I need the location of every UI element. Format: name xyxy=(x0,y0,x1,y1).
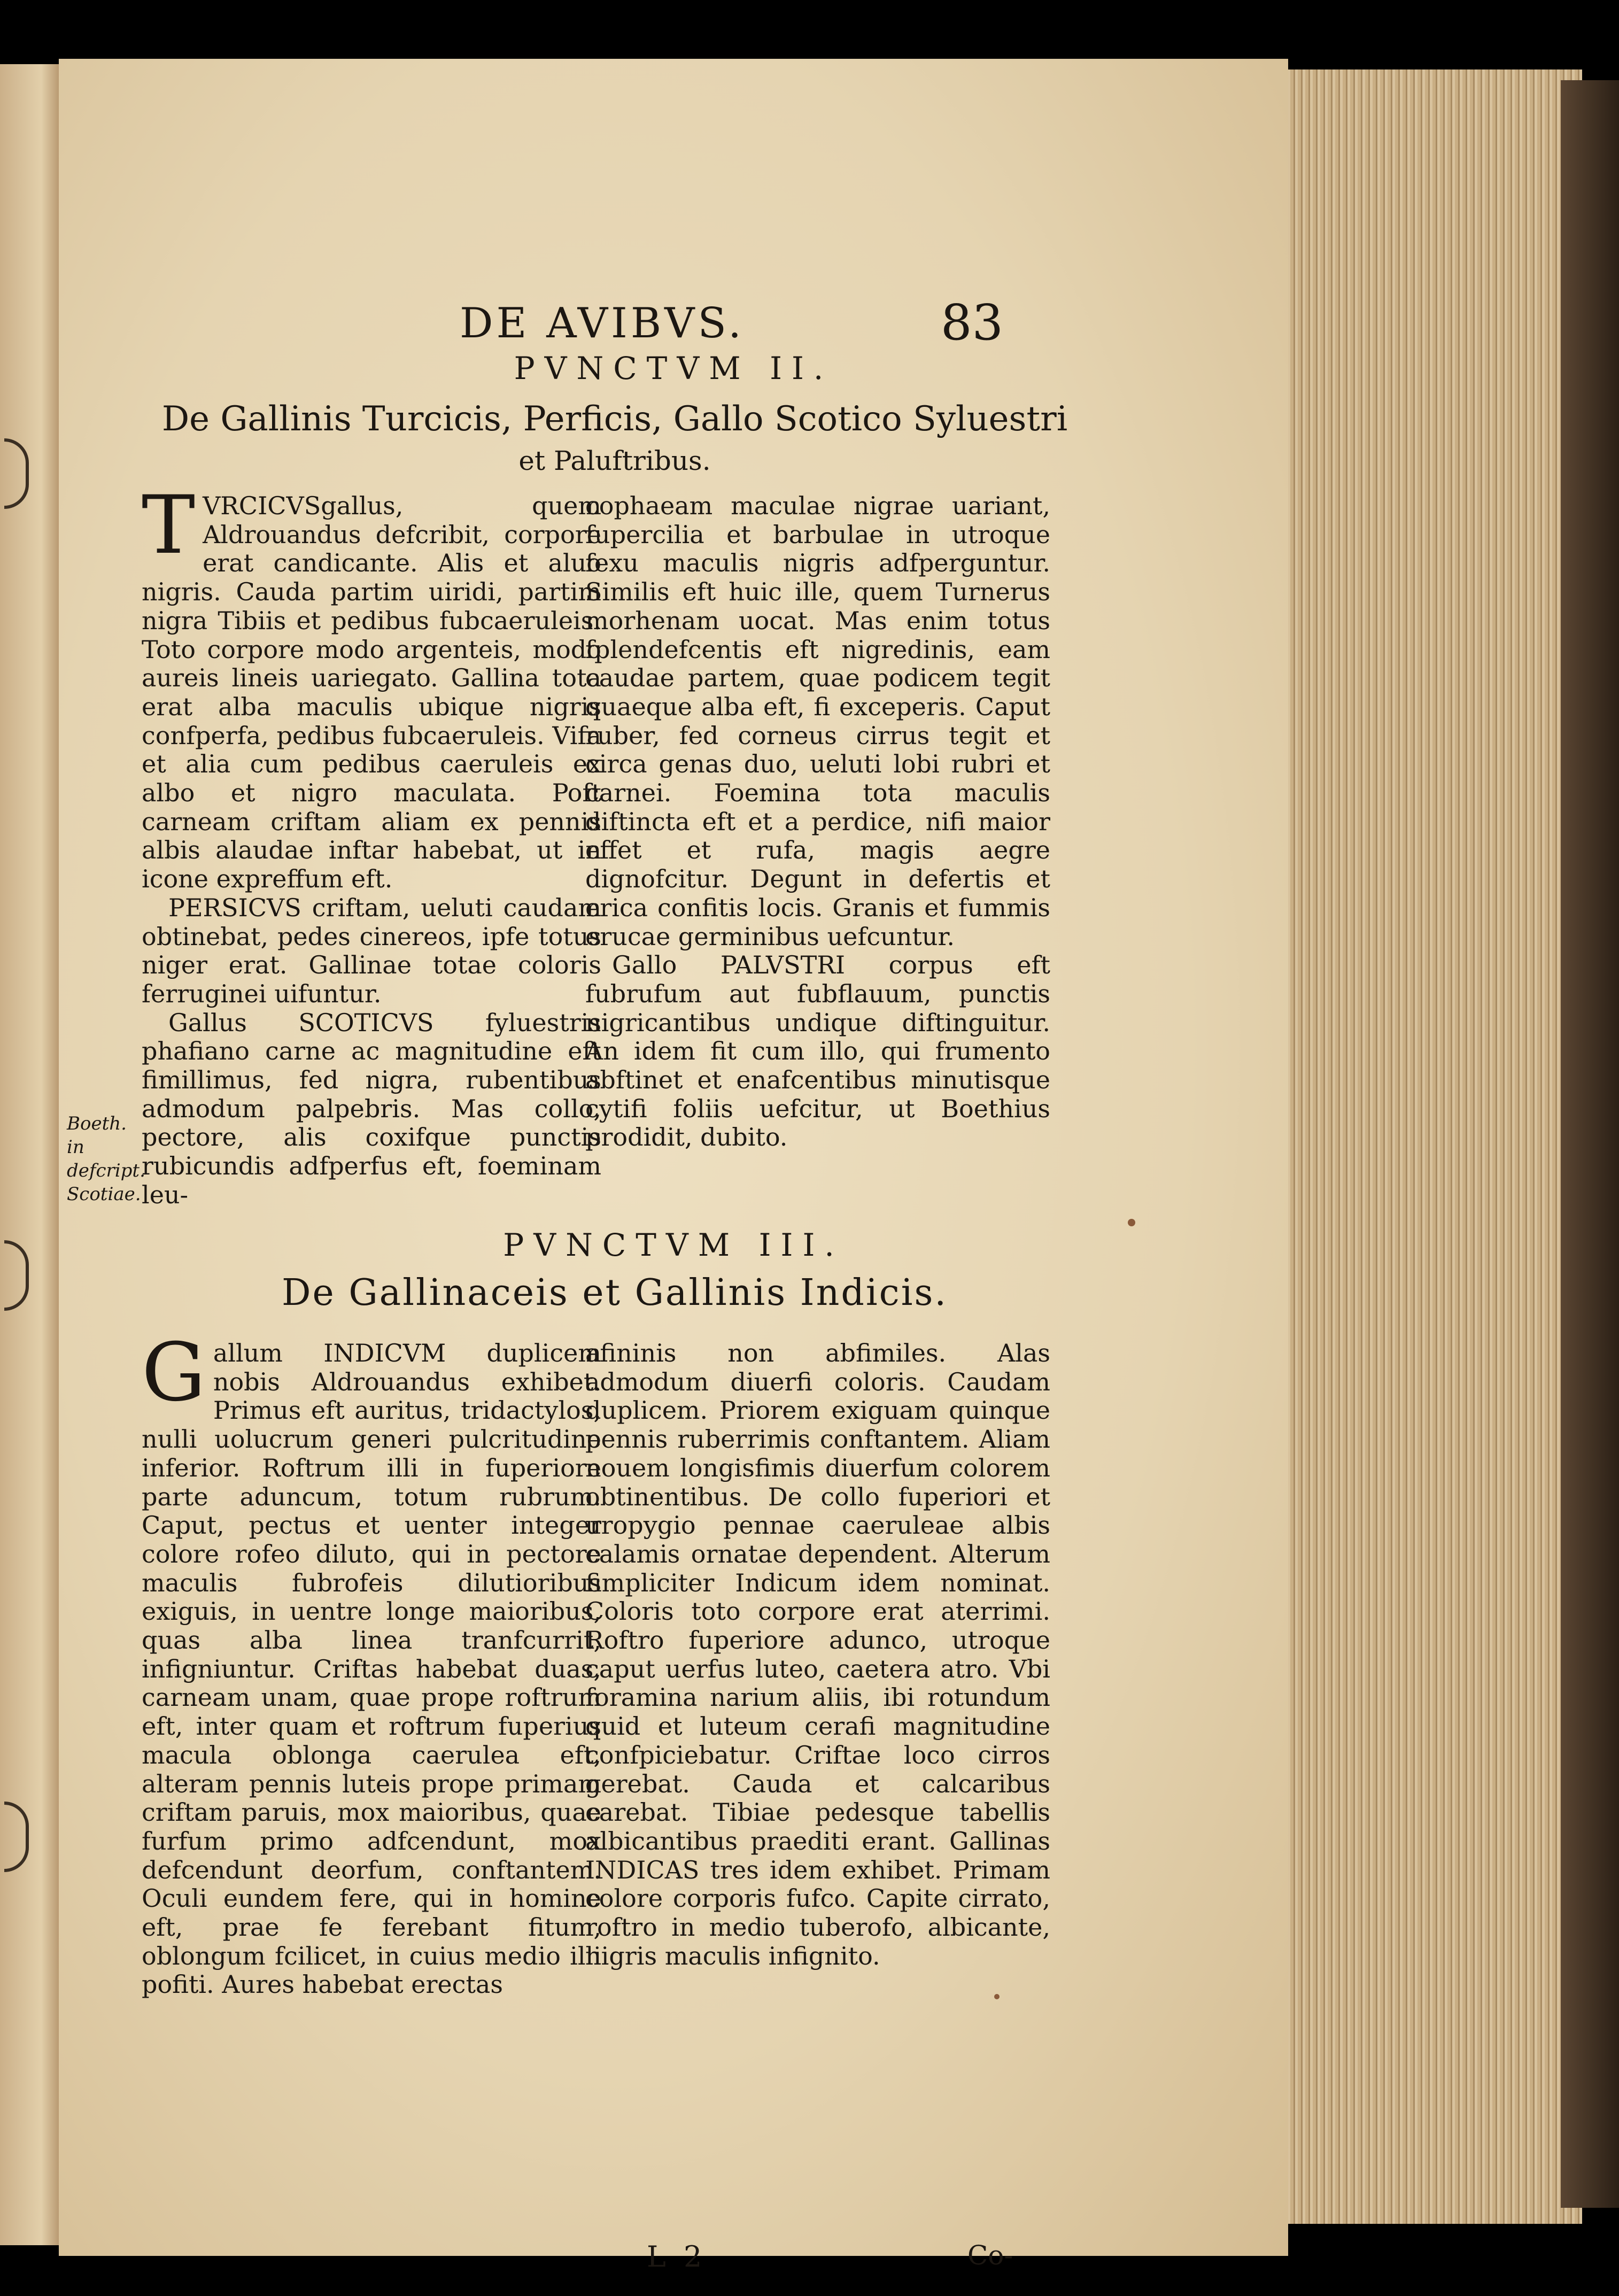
right-column xyxy=(585,1339,1050,1970)
paragraph: Gallo PALVSTRI corpus eft fubrufum aut fubflauum, punctis nigricantibus undique diftinguitur. An idem fit cum illo, qui frumento abftinet et enafcentibus minutisque cytifi foliis uefcitur, ut Boethius prodidit, dubito. xyxy=(585,950,1050,1152)
drop-cap: G xyxy=(142,1326,206,1419)
section-title: PVNCTVM III. xyxy=(503,1227,844,1263)
paragraph: PERSICVS criftam, ueluti caudam obtinebat, pedes cinereos, ipfe totus niger erat. Gallinae totae coloris ferruginei uifuntur. xyxy=(142,893,601,1008)
paragraph-text: VRCICVSgallus, quem Aldrouandus defcribit, corpore erat candicante. Alis et aluo nigris. Cauda partim uiridi, partim nigra Tibiis et pedibus fubcaeruleis. Toto corpore modo argenteis, modo aureis lineis uariegato. Gallina tota erat alba maculis ubique nigris confperfa, pedibus fubcaeruleis. Vifa et alia cum pedibus caeruleis ex albo et nigro maculata. Poft carneam criftam aliam ex pennis albis alaudae inftar habebat, ut in icone expreffum eft. xyxy=(142,491,601,894)
paragraph xyxy=(142,479,601,894)
section-title: PVNCTVM II. xyxy=(514,350,833,386)
section-subtitle xyxy=(128,398,1101,482)
adjacent-page-edge xyxy=(0,64,59,2245)
page-header xyxy=(59,289,1288,353)
section-subtitle: De Gallinaceis et Gallinis Indicis. xyxy=(281,1272,948,1314)
subtitle-line: et Paluftribus. xyxy=(518,445,711,476)
illustration-fragment xyxy=(4,1240,29,1311)
right-column xyxy=(585,492,1050,1152)
foxing-spot xyxy=(994,1994,1000,1999)
book-spine xyxy=(1561,80,1619,2208)
running-title: DE AVIBVS. xyxy=(460,299,745,347)
book-page xyxy=(59,59,1288,2274)
left-column xyxy=(142,479,601,1210)
foxing-spot xyxy=(1128,1219,1135,1226)
subtitle-line: De Gallinis Turcicis, Perficis, Gallo Scotico Syluestri xyxy=(161,399,1068,439)
paragraph: cophaeam maculae nigrae uariant, fupercilia et barbulae in utroque fexu maculis nigris adfperguntur. Similis eft huic ille, quem Turnerus morhenam uocat. Mas enim totus fplendefcentis eft nigredinis, eam caudae partem, quae podicem tegit quaeque alba eft, fi exceperis. Caput ruber, fed corneus cirrus tegit et circa genas duo, ueluti lobi rubri et carnei. Foemina tota maculis diftincta eft et a perdice, nifi maior effet et rufa, magis aegre dignofcitur. Degunt in defertis et erica confitis locis. Granis et fummis erucae germinibus uefcuntur. xyxy=(585,491,1050,951)
paragraph xyxy=(142,1326,601,1999)
left-column xyxy=(142,1326,601,1999)
paragraph: afininis non abfimiles. Alas admodum diuerfi coloris. Caudam duplicem. Priorem exiguam quinque pennis ruberrimis conftantem. Aliam nouem longisfimis diuerfum colorem obtinentibus. De collo fuperiori et uropygio pennae caeruleae albis calamis ornatae dependent. Alterum fimpliciter Indicum idem nominat. Coloris toto corpore erat aterrimi. Roftro fuperiore adunco, utroque caput uerfus luteo, caetera atro. Vbi foramina narium aliis, ibi rotundum quid et luteum cerafi magnitudine confpiciebatur. Criftae loco cirros gerebat. Cauda et calcaribus carebat. Tibiae pedesque tabellis albicantibus praediti erant. Gallinas INDICAS tres idem exhibet. Primam colore corporis fufco. Capite cirrato, roftro in medio tuberofo, albicante, nigris maculis infignito. xyxy=(585,1339,1050,1970)
drop-cap: T xyxy=(142,479,196,572)
paragraph: Gallus SCOTICVS fyluestris phafiano carne ac magnitudine eft fimillimus, fed nigra, rubentibus admodum palpebris. Mas collo, pectore, alis coxifque punctis rubicundis adfperfus eft, foeminam leu- xyxy=(142,1008,601,1209)
marginal-note: Boeth. in defcript. Scotiae. xyxy=(67,1113,145,1205)
illustration-fragment xyxy=(4,1802,29,1872)
signature-mark: L 2 xyxy=(647,2240,707,2274)
catchword: Co- xyxy=(967,2240,1013,2271)
paragraph-text: allum INDICVM duplicem nobis Aldrouandus exhibet. Primus eft auritus, tridactylos, nulli uolucrum generi pulcritudine inferior. Roftrum illi in fuperiore parte aduncum, totum rubrum. Caput, pectus et uenter integer colore rofeo diluto, qui in pectore maculis fubrofeis dilutioribus exiguis, in uentre longe maioribus, quas alba linea tranfcurrit, infigniuntur. Criftas habebat duas, carneam unam, quae prope roftrum eft, inter quam et roftrum fuperius macula oblonga caerulea eft, alteram pennis luteis prope primam criftam paruis, mox maioribus, quae furfum primo adfcendunt, mox defcendunt deorfum, conftantem. Oculi eundem fere, qui in homine eft, prae fe ferebant fitum, oblongum fcilicet, in cuius medio illi pofiti. Aures habebat erectas xyxy=(142,1339,601,1999)
illustration-fragment xyxy=(4,438,29,509)
page-number: 83 xyxy=(941,294,1004,351)
page-block-edges xyxy=(1283,69,1582,2224)
